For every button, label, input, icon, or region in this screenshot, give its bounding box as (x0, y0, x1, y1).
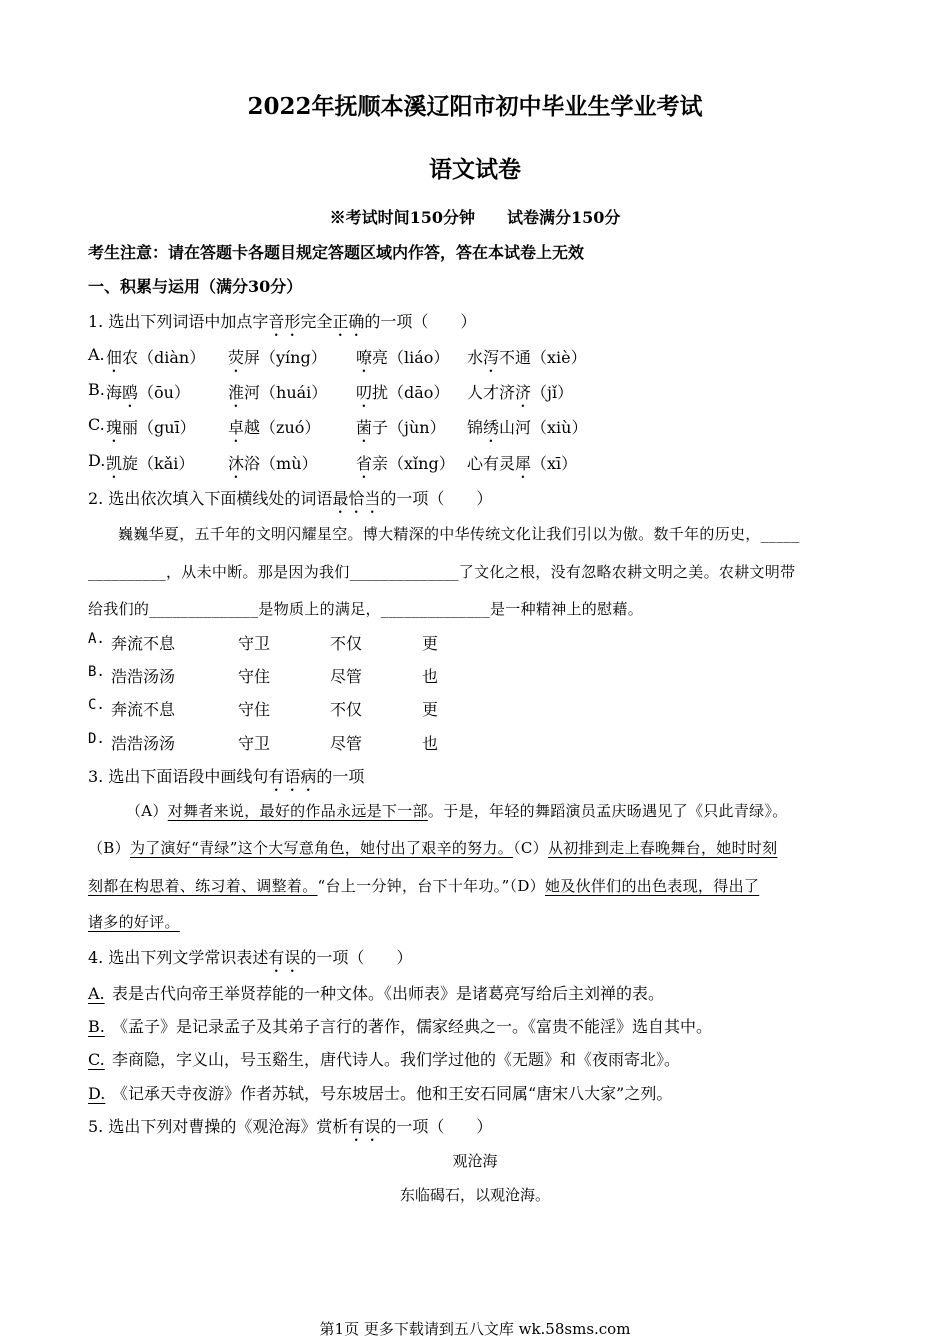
option-word: 守卫 (238, 634, 271, 653)
q4-stem-part: 4. 选出下列文学常识表述 (88, 948, 269, 967)
word-text: （ōu） (138, 383, 190, 402)
exam-notice: 考生注意：请在答题卡各题目规定答题区域内作答，答在本试卷上无效 (88, 243, 585, 262)
option-word: 尽管 (330, 667, 363, 686)
q1-word (467, 380, 573, 411)
word-text: 海 (106, 383, 123, 402)
exam-info: ※考试时间150分钟 试卷满分150分 (329, 208, 621, 227)
q2-passage-line: 给我们的______________是物质上的满足，______________是一种精神上的慰藉。 (88, 600, 644, 618)
q1-word (467, 451, 577, 482)
dotted-char: 佃 (106, 348, 123, 367)
option-label: B. (88, 380, 105, 399)
dotted-char: 凯 (106, 454, 123, 473)
dotted-char: 沐 (228, 454, 245, 473)
dotted-char: 犀 (515, 454, 532, 473)
exam-title: 2022年抚顺本溪辽阳市初中毕业生学业考试 (247, 93, 703, 120)
poem-line: 东临碣石，以观沧海。 (399, 1186, 550, 1204)
q4-stem-emphasis: 有误 (268, 948, 301, 967)
word-text: 扰（dāo） (372, 383, 450, 402)
q4-option-row (88, 1081, 672, 1104)
word-text: （jǐ） (531, 383, 574, 402)
q5-stem-part: 的一项（ ） (380, 1117, 493, 1136)
q1-word (467, 415, 587, 446)
q3-stem-emphasis: 有语病 (268, 767, 317, 786)
option-word: 更 (422, 700, 439, 719)
word-text: 亲（xǐng） (372, 454, 455, 473)
dotted-char: 淮 (228, 383, 245, 402)
option-text: 《孟子》是记录孟子及其弟子言行的著作，儒家经典之一。《富贵不能淫》选自其中。 (112, 1017, 713, 1036)
option-word: 奔流不息 (111, 634, 176, 653)
option-label: D. (88, 731, 105, 747)
option-word: 浩浩汤汤 (111, 667, 176, 686)
q3-text: “台上一分钟，台下十年功。”（D） (317, 877, 545, 895)
q1-word (228, 380, 327, 411)
q5-stem-part: 5. 选出下列对曹操的《观沧海》赏析 (88, 1117, 349, 1136)
word-text: （xī） (531, 454, 578, 473)
poem-title: 观沧海 (452, 1152, 498, 1170)
option-word: 守住 (238, 700, 271, 719)
dotted-char: 叨 (356, 383, 373, 402)
word-text: 旋（kǎi） (122, 454, 195, 473)
q1-word (106, 380, 190, 411)
q3-text: 。于是，年轻的舞蹈演员孟庆旸遇见了《只此青绿》。 (427, 802, 788, 820)
q1-word (356, 380, 449, 411)
dotted-char: 绣 (483, 418, 500, 437)
word-text: 山河（xiù） (499, 418, 588, 437)
option-word: 更 (422, 634, 439, 653)
option-word: 尽管 (330, 734, 363, 753)
word-text: 屏（yíng） (244, 348, 327, 367)
q4-stem-part: 的一项（ ） (300, 948, 413, 967)
word-text: 农（diàn） (122, 348, 206, 367)
option-label: B. (88, 1017, 105, 1036)
option-label: D. (88, 451, 106, 470)
section-heading: 一、积累与运用（满分30分） (88, 277, 303, 296)
q1-word (228, 451, 318, 482)
q1-word (228, 345, 327, 376)
option-label: A. (88, 631, 105, 647)
word-text: 人才济 (467, 383, 516, 402)
q2-passage-line: __________，从未中断。那是因为我们______________了文化之根，没有忽略农耕文明之美。农耕文明带 (88, 563, 796, 581)
option-label: C. (88, 415, 105, 434)
option-text: 表是古代向帝王举贤荐能的一种文体。《出师表》是诸葛亮写给后主刘禅的表。 (112, 984, 665, 1003)
q1-word (106, 451, 194, 482)
q4-option-row (88, 1014, 712, 1037)
q2-stem-part: 2. 选出依次填入下面横线处的词语 (88, 489, 333, 508)
q3-underlined-sentence: 诸多的好评。 (88, 913, 180, 931)
q1-word (467, 345, 587, 376)
option-label: A. (88, 984, 105, 1003)
option-label: D. (88, 1084, 106, 1103)
option-word: 守卫 (238, 734, 271, 753)
q2-stem (88, 486, 492, 517)
q4-stem (88, 945, 412, 976)
word-text: 越（zuó） (244, 418, 321, 437)
page-footer: 第1页 更多下载请到五八文库 wk.58sms.com (319, 1320, 631, 1338)
q2-stem-part: 的一项（ ） (380, 489, 493, 508)
q1-stem-part: 的一项（ ） (364, 312, 477, 331)
q3-passage-line (88, 837, 777, 858)
q1-word (106, 415, 196, 446)
dotted-char: 泻 (483, 348, 500, 367)
q3-label: （B） (88, 839, 130, 857)
q3-underlined-sentence: 她及伙伴们的出色表现，得出了 (544, 877, 760, 895)
option-word: 浩浩汤汤 (111, 734, 176, 753)
dotted-char: 济 (515, 383, 532, 402)
q4-option-row (88, 1047, 680, 1070)
q1-word (356, 415, 446, 446)
word-text: 锦 (467, 418, 484, 437)
dotted-char: 卓 (228, 418, 245, 437)
q3-label: （A） (126, 802, 168, 820)
word-text: 亮（liáo） (372, 348, 450, 367)
q3-stem-part: 的一项 (316, 767, 365, 786)
dotted-char: 菌 (356, 418, 373, 437)
q1-stem-part: 1. 选出下列词语中加点字 (88, 312, 269, 331)
option-label: C. (88, 697, 105, 713)
q3-underlined-sentence: 从初排到走上春晚舞台，她时时刻 (547, 839, 778, 857)
q1-word (228, 415, 320, 446)
q1-stem-emphasis: 正确 (332, 312, 365, 331)
q1-stem (88, 309, 476, 340)
option-label: C. (88, 1050, 105, 1069)
word-text: 心有灵 (467, 454, 516, 473)
word-text: 丽（guī） (122, 418, 196, 437)
q1-stem-emphasis: 音形 (268, 312, 301, 331)
option-word: 也 (422, 734, 439, 753)
q1-word (106, 345, 205, 376)
q3-label: （C） (513, 839, 548, 857)
option-label: A. (88, 345, 105, 364)
q3-underlined-sentence: 为了演好“青绿”这个大写意角色，她付出了艰辛的努力。 (129, 839, 514, 857)
word-text: 浴（mù） (244, 454, 318, 473)
option-word: 守住 (238, 667, 271, 686)
option-label: B. (88, 664, 105, 680)
option-text: 李商隐，字义山，号玉谿生，唐代诗人。我们学过他的《无题》和《夜雨寄北》。 (112, 1050, 681, 1069)
q1-stem-part: 完全 (300, 312, 333, 331)
option-word: 奔流不息 (111, 700, 176, 719)
q3-passage-line (126, 800, 788, 821)
option-word: 不仅 (330, 700, 363, 719)
dotted-char: 省 (356, 454, 373, 473)
q5-stem-emphasis: 有误 (348, 1117, 381, 1136)
q5-stem (88, 1114, 492, 1145)
option-word: 不仅 (330, 634, 363, 653)
q2-stem-emphasis: 最恰当 (332, 489, 381, 508)
dotted-char: 嘹 (356, 348, 373, 367)
q1-word (356, 345, 449, 376)
dotted-char: 鸥 (122, 383, 139, 402)
q4-option-row (88, 981, 664, 1004)
q3-passage-line (88, 911, 180, 932)
q3-underlined-sentence: 刻都在构思着、练习着、调整着。 (88, 877, 318, 895)
q3-underlined-sentence: 对舞者来说，最好的作品永远是下一部 (167, 802, 428, 820)
q1-word (356, 451, 455, 482)
q3-stem (88, 764, 364, 795)
word-text: 河（huái） (244, 383, 328, 402)
q3-stem-part: 3. 选出下面语段中画线句 (88, 767, 269, 786)
option-word: 也 (422, 667, 439, 686)
word-text: 水 (467, 348, 484, 367)
word-text: 子（jùn） (372, 418, 446, 437)
option-text: 《记承天寺夜游》作者苏轼，号东坡居士。他和王安石同属“唐宋八大家”之列。 (112, 1084, 673, 1103)
q2-passage-line: 巍巍华夏，五千年的文明闪耀星空。博大精深的中华传统文化让我们引以为傲。数千年的历史，_____ (118, 525, 800, 543)
exam-subtitle: 语文试卷 (429, 156, 521, 183)
dotted-char: 荧 (228, 348, 245, 367)
word-text: 不通（xiè） (499, 348, 587, 367)
dotted-char: 瑰 (106, 418, 123, 437)
q3-passage-line (88, 875, 759, 896)
